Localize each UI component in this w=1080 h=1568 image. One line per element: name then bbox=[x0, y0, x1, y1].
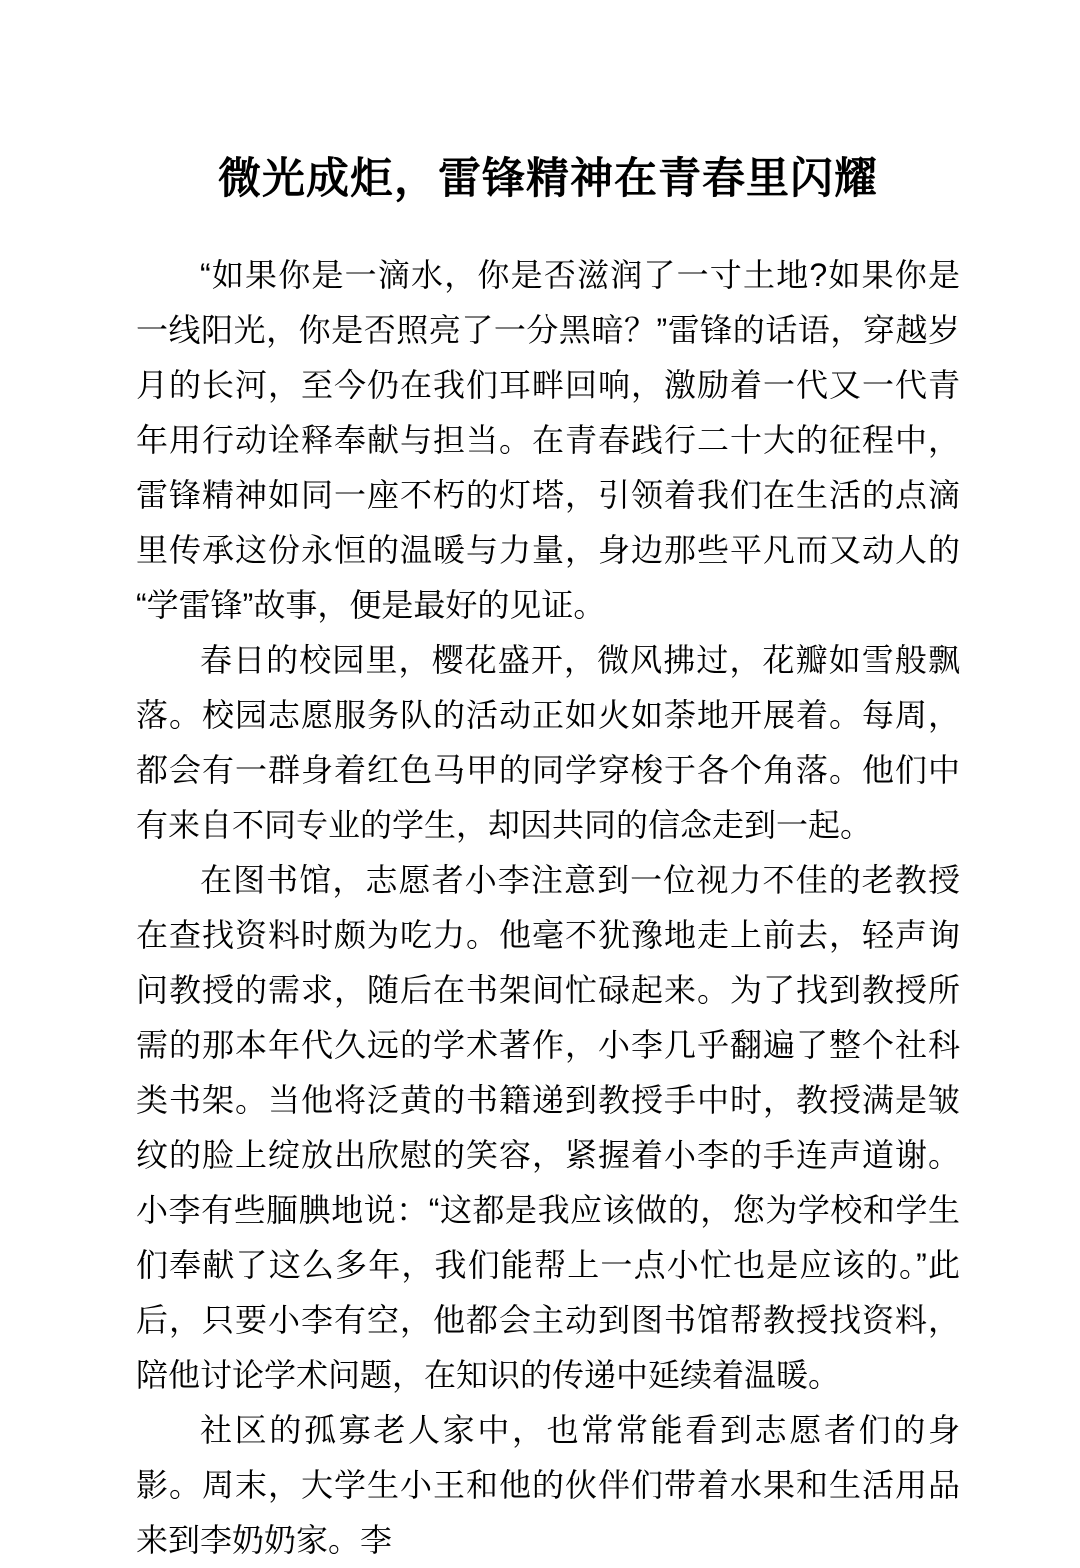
paragraph-community-story: 社区的孤寡老人家中，也常常能看到志愿者们的身影。周末，大学生小王和他的伙伴们带着水果和生活用品来到李奶奶家。李 bbox=[136, 1412, 960, 1558]
paragraph-library-story: 在图书馆，志愿者小李注意到一位视力不佳的老教授在查找资料时颇为吃力。他毫不犹豫地走上前去，轻声询问教授的需求，随后在书架间忙碌起来。为了找到教授所需的那本年代久远的学术著作，小李几乎翻遍了整个社科类书架。当他将泛黄的书籍递到教授手中时，教授满是皱纹的脸上绽放出欣慰的笑容，紧握着小李的手连声道谢。小李有些腼腆地说：“这都是我应该做的，您为学校和学生们奉献了这么多年，我们能帮上一点小忙也是应该的。”此后，只要小李有空，他都会主动到图书馆帮教授找资料，陪他讨论学术问题，在知识的传递中延续着温暖。 bbox=[136, 862, 960, 1393]
document-body bbox=[136, 248, 960, 1568]
paragraph-intro-quote: “如果你是一滴水，你是否滋润了一寸土地?如果你是一线阳光，你是否照亮了一分黑暗？”雷锋的话语，穿越岁月的长河，至今仍在我们耳畔回响，激励着一代又一代青年用行动诠释奉献与担当。在青春践行二十大的征程中，雷锋精神如同一座不朽的灯塔，引领着我们在生活的点滴里传承这份永恒的温暖与力量，身边那些平凡而又动人的“学雷锋”故事，便是最好的见证。 bbox=[136, 257, 960, 623]
paragraph-campus-volunteers: 春日的校园里，樱花盛开，微风拂过，花瓣如雪般飘落。校园志愿服务队的活动正如火如荼地开展着。每周，都会有一群身着红色马甲的同学穿梭于各个角落。他们中有来自不同专业的学生，却因共同的信念走到一起。 bbox=[136, 642, 960, 843]
document-title: 微光成炬，雷锋精神在青春里闪耀 bbox=[218, 156, 878, 203]
